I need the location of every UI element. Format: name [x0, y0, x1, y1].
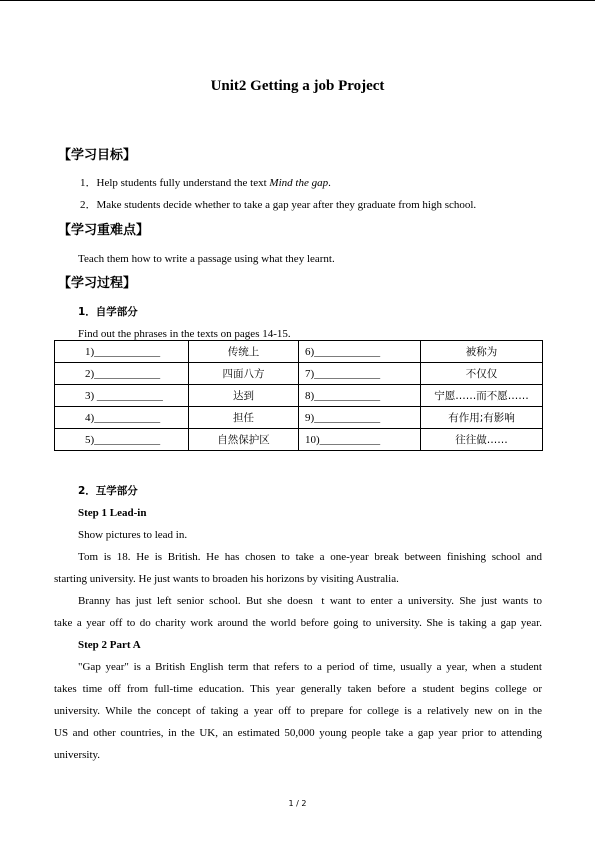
section-heading-keypoints: 【学习重难点】: [58, 223, 150, 238]
goal-item-2: [80, 198, 476, 212]
blank-cell: 7)____________: [299, 363, 421, 385]
section-heading-process: 【学习过程】: [58, 276, 137, 291]
chinese-phrase-cell: 宁愿……而不愿……: [421, 385, 543, 407]
keypoints-text: Teach them how to write a passage using what they learnt.: [78, 253, 335, 265]
goal-1-end: .: [328, 177, 331, 189]
document-title: Unit2 Getting a job Project: [210, 78, 385, 94]
gap-year-paragraph-line-5: university.: [54, 749, 101, 761]
chinese-phrase-cell: 四面八方: [189, 363, 299, 385]
blank-cell: 8)____________: [299, 385, 421, 407]
self-study-heading: 1．自学部分: [78, 306, 138, 318]
interactive-heading: 2．互学部分: [78, 485, 138, 497]
table-row: [55, 341, 543, 363]
chinese-phrase-cell: 被称为: [421, 341, 543, 363]
table-row: [55, 407, 543, 429]
table-row: [55, 385, 543, 407]
table-row: [55, 429, 543, 451]
gap-year-paragraph-line-3: university. While the concept of taking a year off to prepare for college is a relatively new on in the: [54, 705, 542, 717]
gap-year-paragraph-line-1: "Gap year" is a British English term that refers to a period of time, usually a year, when a student: [78, 661, 542, 673]
chinese-phrase-cell: 有作用;有影响: [421, 407, 543, 429]
blank-cell: 6)____________: [299, 341, 421, 363]
blank-cell: 3) ____________: [55, 385, 189, 407]
goal-1-text: Help students fully understand the text: [96, 177, 270, 189]
page-number: 1 / 2: [288, 799, 307, 808]
goal-2-text: Make students decide whether to take a gap year after they graduate from high school.: [96, 199, 477, 211]
goal-2-number: 2．: [80, 199, 97, 211]
step-2-title: Step 2 Part A: [78, 639, 141, 651]
top-rule: [0, 0, 595, 1]
chinese-phrase-cell: 传统上: [189, 341, 299, 363]
goal-item-1: [80, 176, 331, 190]
blank-cell: 10)___________: [299, 429, 421, 451]
blank-cell: 1)____________: [55, 341, 189, 363]
blank-cell: 2)____________: [55, 363, 189, 385]
chinese-phrase-cell: 往往做……: [421, 429, 543, 451]
branny-paragraph-line-2: take a year off to do charity work around the world before going to university. She is taking a gap year.: [54, 617, 542, 629]
goal-1-italic-title: Mind the gap: [269, 177, 329, 189]
chinese-phrase-cell: 自然保护区: [189, 429, 299, 451]
phrase-table: [54, 340, 543, 451]
gap-year-paragraph-line-4: US and other countries, in the UK, an estimated 50,000 young people take a gap year prior to attending: [54, 727, 542, 739]
chinese-phrase-cell: 达到: [189, 385, 299, 407]
step-1-title: Step 1 Lead-in: [78, 507, 147, 519]
section-heading-goals: 【学习目标】: [58, 148, 137, 163]
tom-paragraph-line-2: starting university. He just wants to broaden his horizons by visiting Australia.: [54, 573, 399, 585]
blank-cell: 4)____________: [55, 407, 189, 429]
blank-cell: 5)____________: [55, 429, 189, 451]
goal-1-number: 1．: [80, 177, 97, 189]
branny-paragraph-line-1: Branny has just left senior school. But she doesn t want to enter a university. She just wants to: [78, 595, 542, 607]
step-1-instruction: Show pictures to lead in.: [78, 529, 188, 541]
chinese-phrase-cell: 担任: [189, 407, 299, 429]
chinese-phrase-cell: 不仅仅: [421, 363, 543, 385]
table-row: [55, 363, 543, 385]
self-study-instruction: Find out the phrases in the texts on pages 14-15.: [78, 328, 291, 340]
gap-year-paragraph-line-2: takes time off from full-time education. This year generally taken before a student begins college or: [54, 683, 542, 695]
blank-cell: 9)____________: [299, 407, 421, 429]
tom-paragraph-line-1: Tom is 18. He is British. He has chosen to take a one-year break between finishing school and: [78, 551, 542, 563]
